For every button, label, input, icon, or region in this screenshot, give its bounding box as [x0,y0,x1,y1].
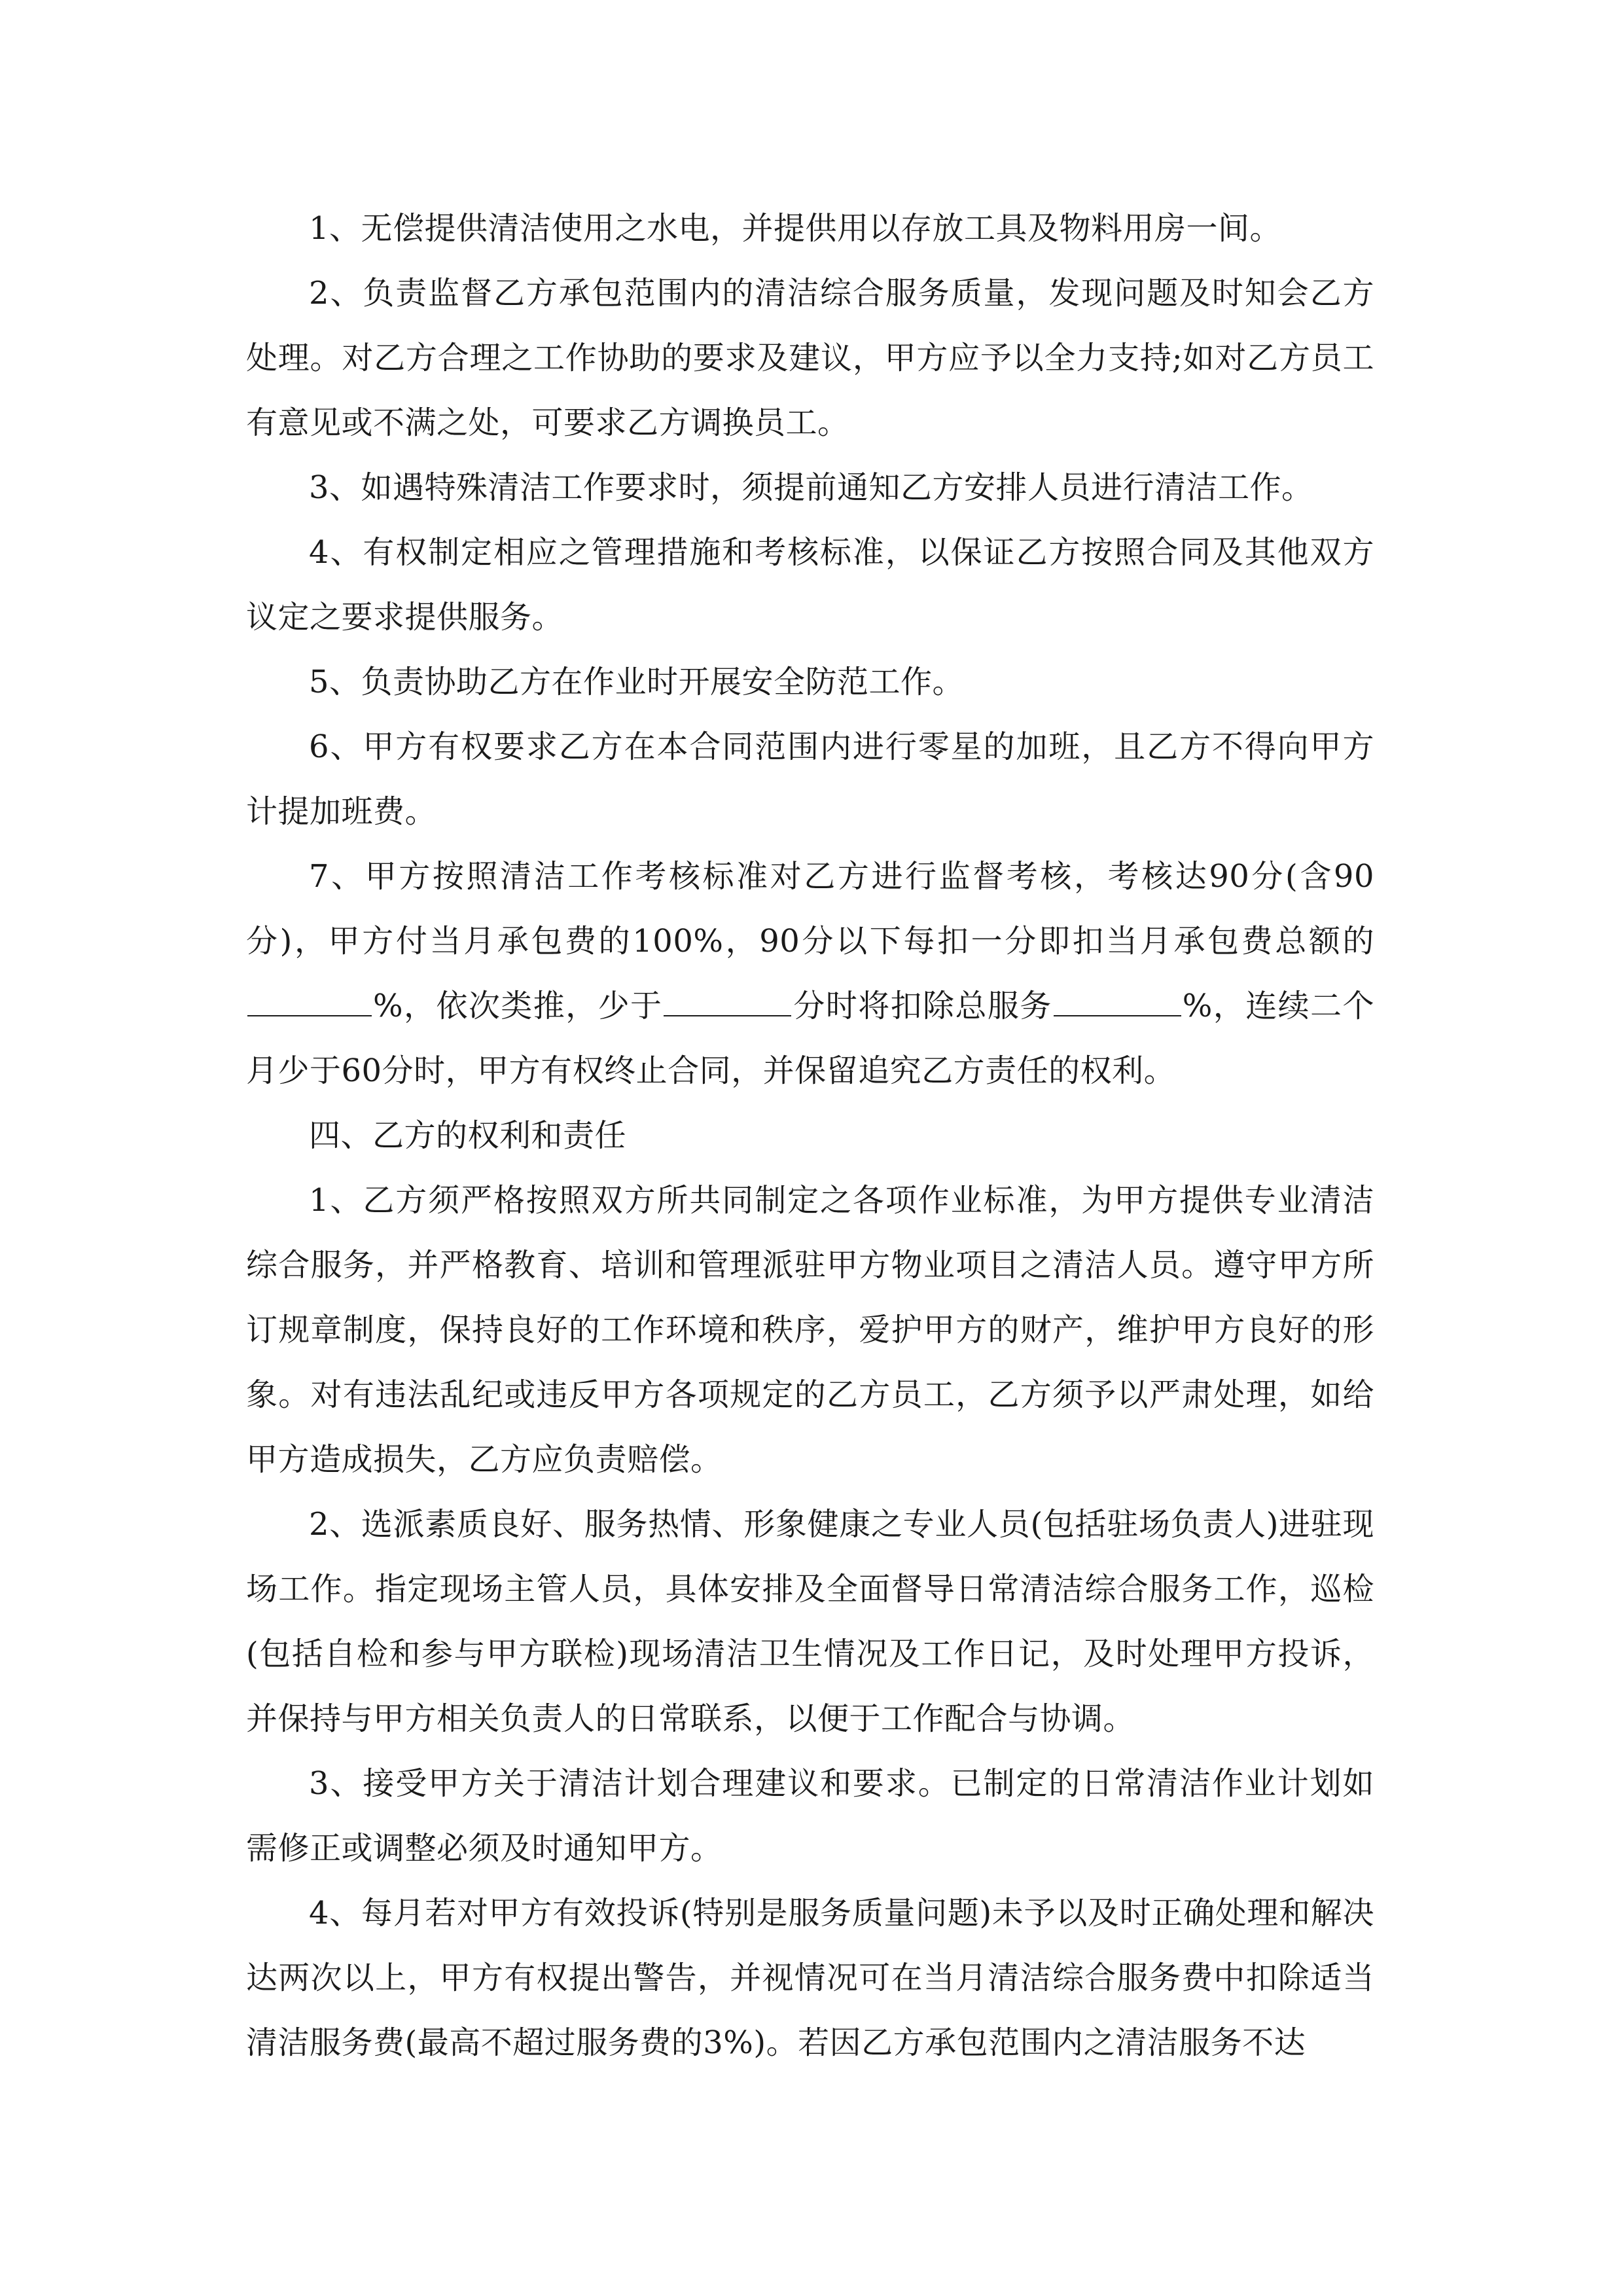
clause-3-7-part1: 7、甲方按照清洁工作考核标准对乙方进行监督考核，考核达90分(含90分)，甲方付当月承包费的100%，90分以下每扣一分即扣当月承包费总额的 [246,858,1374,960]
clause-3-1: 1、无偿提供清洁使用之水电，并提供用以存放工具及物料用房一间。 [309,210,1282,247]
clause-3-7-part4: %，连续二个月少于60分时，甲方有权终止合同，并保留追究乙方责任的权利。 [246,988,1374,1089]
clause-4-4: 4、每月若对甲方有效投诉(特别是服务质量问题)未予以及时正确处理和解决达两次以上，甲方有权提出警告，并视情况可在当月清洁综合服务费中扣除适当清洁服务费(最高不超过服务费的3%)。若因乙方承包范围内之清洁服务不达 [246,1895,1374,2061]
contract-body [246,196,1374,2075]
clause-3-4: 4、有权制定相应之管理措施和考核标准，以保证乙方按照合同及其他双方议定之要求提供服务。 [246,534,1374,636]
clause-4-1: 1、乙方须严格按照双方所共同制定之各项作业标准，为甲方提供专业清洁综合服务，并严格教育、培训和管理派驻甲方物业项目之清洁人员。遵守甲方所订规章制度，保持良好的工作环境和秩序，爱护甲方的财产，维护甲方良好的形象。对有违法乱纪或违反甲方各项规定的乙方员工，乙方须予以严肃处理，如给甲方造成损失，乙方应负责赔偿。 [246,1182,1374,1478]
fill-in-blank-score [664,989,791,1016]
fill-in-blank-percent [247,989,372,1016]
clause-3-7-part3: 分时将扣除总服务 [793,988,1052,1024]
clause-3-6: 6、甲方有权要求乙方在本合同范围内进行零星的加班，且乙方不得向甲方计提加班费。 [246,728,1374,830]
clause-3-3: 3、如遇特殊清洁工作要求时，须提前通知乙方安排人员进行清洁工作。 [309,469,1313,506]
clause-4-2: 2、选派素质良好、服务热情、形象健康之专业人员(包括驻场负责人)进驻现场工作。指定现场主管人员，具体安排及全面督导日常清洁综合服务工作，巡检(包括自检和参与甲方联检)现场清洁卫生情况及工作日记，及时处理甲方投诉，并保持与甲方相关负责人的日常联系，以便于工作配合与协调。 [246,1506,1374,1737]
clause-3-5: 5、负责协助乙方在作业时开展安全防范工作。 [309,664,965,700]
clause-3-2: 2、负责监督乙方承包范围内的清洁综合服务质量，发现问题及时知会乙方处理。对乙方合理之工作协助的要求及建议，甲方应予以全力支持;如对乙方员工有意见或不满之处，可要求乙方调换员工。 [246,275,1374,441]
fill-in-blank-service-percent [1054,989,1181,1016]
clause-3-7-part2: %，依次类推，少于 [373,988,663,1024]
section-four-heading: 四、乙方的权利和责任 [309,1117,627,1154]
clause-4-3: 3、接受甲方关于清洁计划合理建议和要求。已制定的日常清洁作业计划如需修正或调整必须及时通知甲方。 [246,1765,1374,1867]
clause-3-7 [246,844,1374,1103]
